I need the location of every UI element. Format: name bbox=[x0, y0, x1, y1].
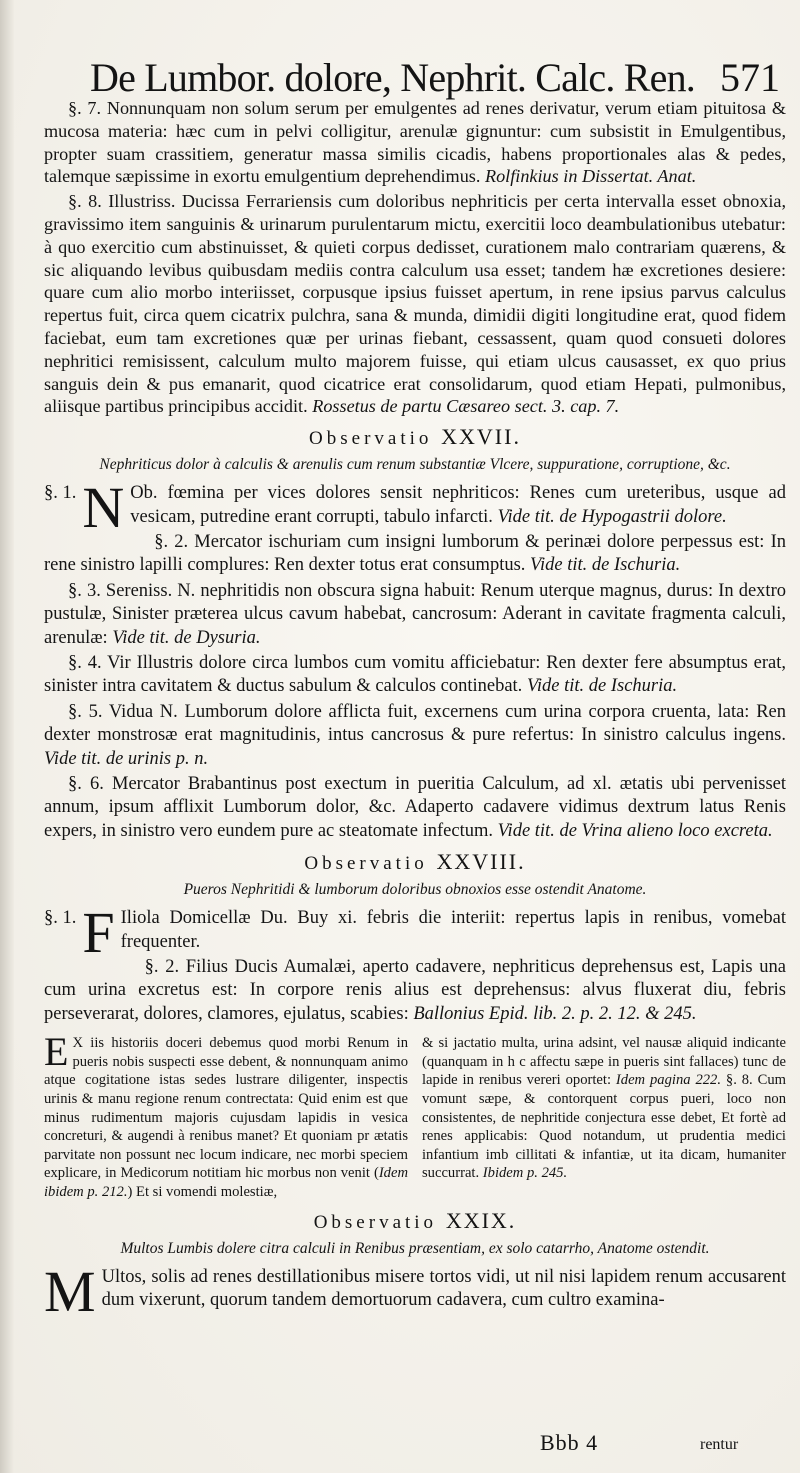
paragraph-8: §. 8. Illustriss. Ducissa Ferrariensis cum doloribus nephriticis per certa intervalla esset obnoxia, gravissimo item sanguinis & urinarum purulentarum mictu, exercitii loco deambulationibus utebatur: à quo exercitio cum abstinuisset, & quieti corpus dedisset, curationem malo contrariam quærens, & sic aliquando levibus quibusdam mediis contra calculum usa esset; tandem hæ excretiones desiere: quare cum alio morbo interiisset, corpusque ipsius fuisset apertum, in rene ipsius parvus calculus repertus fuit, circa quem cicatrix pulchra, sana & munda, dimidii digiti longitudine erat, quod fidem faciebat, eum tam excretiones quæ per urinas fiebant, cessassent, quam quod consueti dolores nephritici remisissent, calculum multo majorem fuisse, qui etiam ulcus causasset, ex quo prius sanguis dein & pus emanarit, quod cicatrice erat consolidarum, quod etiam Hepati, pulmonibus, aliisque partibus principibus accidit. Rossetus de partu Cæsareo sect. 3. cap. 7. bbox=[44, 191, 786, 417]
obs27-section-1: §. 1. N Ob. fœmina per vices dolores sensit nephriticos: Renes cum ureteribus, usque ad vesicam, putredine erant corrupti, tabulo infarcti. Vide tit. de Hypogastrii dolore. bbox=[44, 475, 786, 541]
drop-cap: M bbox=[44, 1258, 96, 1324]
page-footer bbox=[540, 1430, 620, 1456]
commentary-columns bbox=[44, 1029, 786, 1201]
page-header bbox=[90, 56, 790, 100]
obs29-section-1: M Ultos, solis ad renes destillationibus misere tortos vidi, ut nil nisi lapidem renum accusarent dum vixerunt, quorum tandem demortuorum cadavera, cum cultro examina- bbox=[44, 1258, 786, 1324]
page-body bbox=[44, 97, 786, 1324]
obs27-section-6: §. 6. Mercator Brabantinus post exectum in pueritia Calculum, ad xl. ætatis ubi pervenisset annum, ipsum afflixit Lumborum dolor, &c. Adaperto cadavere vidimus dextrum latus Renis expers, in sinistro vero eundem pure ac steatomate infectum. Vide tit. de Vrina alieno loco excreta. bbox=[44, 774, 786, 841]
running-title: De Lumbor. dolore, Nephrit. Calc. Ren. bbox=[90, 55, 696, 100]
obs27-section-3: §. 3. Sereniss. N. nephritidis non obscura signa habuit: Renum uterque magnus, durus: In dextro pustulæ, Sinister præterea ulcus cavum habebat, cancrosum: Aderant in cavitate fragmenta calculi, arenulæ: Vide tit. de Dysuria. bbox=[44, 580, 786, 648]
paragraph-7: §. 7. Nonnunquam non solum serum per emulgentes ad renes derivatur, verum etiam pituitosa & mucosa materia: hæc cum in pelvi colligitur, arenulæ gignuntur: cum subsistit in Emulgentibus, propter suam crassitiem, generatur massa similis cicadis, habens proportionales alas & pedes, talemque sæpissime in exortu emulgentium deprehendimus. Rolfinkius in Dissertat. Anat. bbox=[44, 98, 786, 187]
catchword: rentur bbox=[700, 1436, 739, 1453]
commentary-left: E X iis historiis doceri debemus quod morbi Renum in pueris nobis suspecti esse debent, & nonnunquam animo atque cogitatione istas sedes lustrare diligenter, inspectis urinis & manu regione renum contrectata: Quid enim est que minus rudimentum majoris cujusdam lapidis in vesica concreturi, & augendi à renibus manet? Et quoniam pr ætatis parvitate non possunt nec locum indicare, nec morbi speciem explicare, in Medicorum notitiam hic morbus non venit (Idem ibidem p. 212.) Et si vomendi molestiæ, bbox=[44, 1029, 408, 1201]
signature-mark: Bbb 4 bbox=[540, 1430, 599, 1455]
observation-28-title: Observatio XXVIII. bbox=[304, 849, 526, 875]
observation-27-subtitle: Nephriticus dolor à calculis & arenulis cum renum substantiæ Vlcere, suppuratione, corruptione, &c. bbox=[99, 456, 731, 474]
obs28-section-1: §. 1. F Iliola Domicellæ Du. Buy xi. febris die interiit: repertus lapis in renibus, vomebat frequenter. bbox=[44, 900, 786, 966]
drop-cap: F bbox=[82, 900, 115, 966]
drop-cap: E bbox=[44, 1029, 69, 1075]
observation-29-title: Observatio XXIX. bbox=[313, 1207, 517, 1233]
obs27-section-4: §. 4. Vir Illustris dolore circa lumbos cum vomitu afficiebatur: Ren dexter fere absumptus erat, sinister intra cavitatem & ductus sabulum & calculos continebat. Vide tit. de Ischuria. bbox=[44, 653, 786, 697]
commentary-right: & si jactatio multa, urina adsint, vel nausæ aliquid indicante (quanquam in h c affectu sæpe in pueris sint fallaces) tunc de lapide in renibus vereri oportet: Idem pagina 222. §. 8. Cum vomunt sæpe, & contorquent corpus pueri, loco non consistentes, de nephritide conjectura esse debet, Et fortè ad renes applicabis: Quod notandum, ut prudentia medici infantium imb cillitati & infantiæ, ut ita dicam, humaniter succurrat. Ibidem p. 245. bbox=[422, 1035, 786, 1182]
obs27-section-2: §. 2. Mercator ischuriam cum insigni lumborum & perinæi dolore perpessus est: In rene sinistro lapilli complures: Ren dexter totus erat consumptus. Vide tit. de Ischuria. bbox=[44, 531, 786, 576]
page-number: 571 bbox=[720, 55, 780, 100]
observation-27-title: Observatio XXVII. bbox=[309, 424, 521, 450]
drop-cap: N bbox=[82, 475, 125, 541]
obs27-section-5: §. 5. Vidua N. Lumborum dolore afflicta fuit, excernens cum urina corpora cruenta, lata: Ren dexter monstrosæ erat magnitudinis, intus cancrosus & pure refertus: In sinistro calculus ingens. Vide tit. de urinis p. n. bbox=[44, 701, 786, 769]
observation-28-subtitle: Pueros Nephritidi & lumborum doloribus obnoxios esse ostendit Anatome. bbox=[183, 881, 647, 899]
obs28-section-2: §. 2. Filius Ducis Aumalæi, aperto cadavere, nephriticus deprehensus est, Lapis una cum urina excretus est: In corpore renis alius est deprehensus: alvus fluxerat diu, febris perseverarat, dolores, clamores, ejulatus, scabies: Ballonius Epid. lib. 2. p. 2. 12. & 245. bbox=[44, 957, 786, 1024]
observation-29-subtitle: Multos Lumbis dolere citra calculi in Renibus præsentiam, ex solo catarrho, Anatome ostendit. bbox=[120, 1239, 710, 1257]
